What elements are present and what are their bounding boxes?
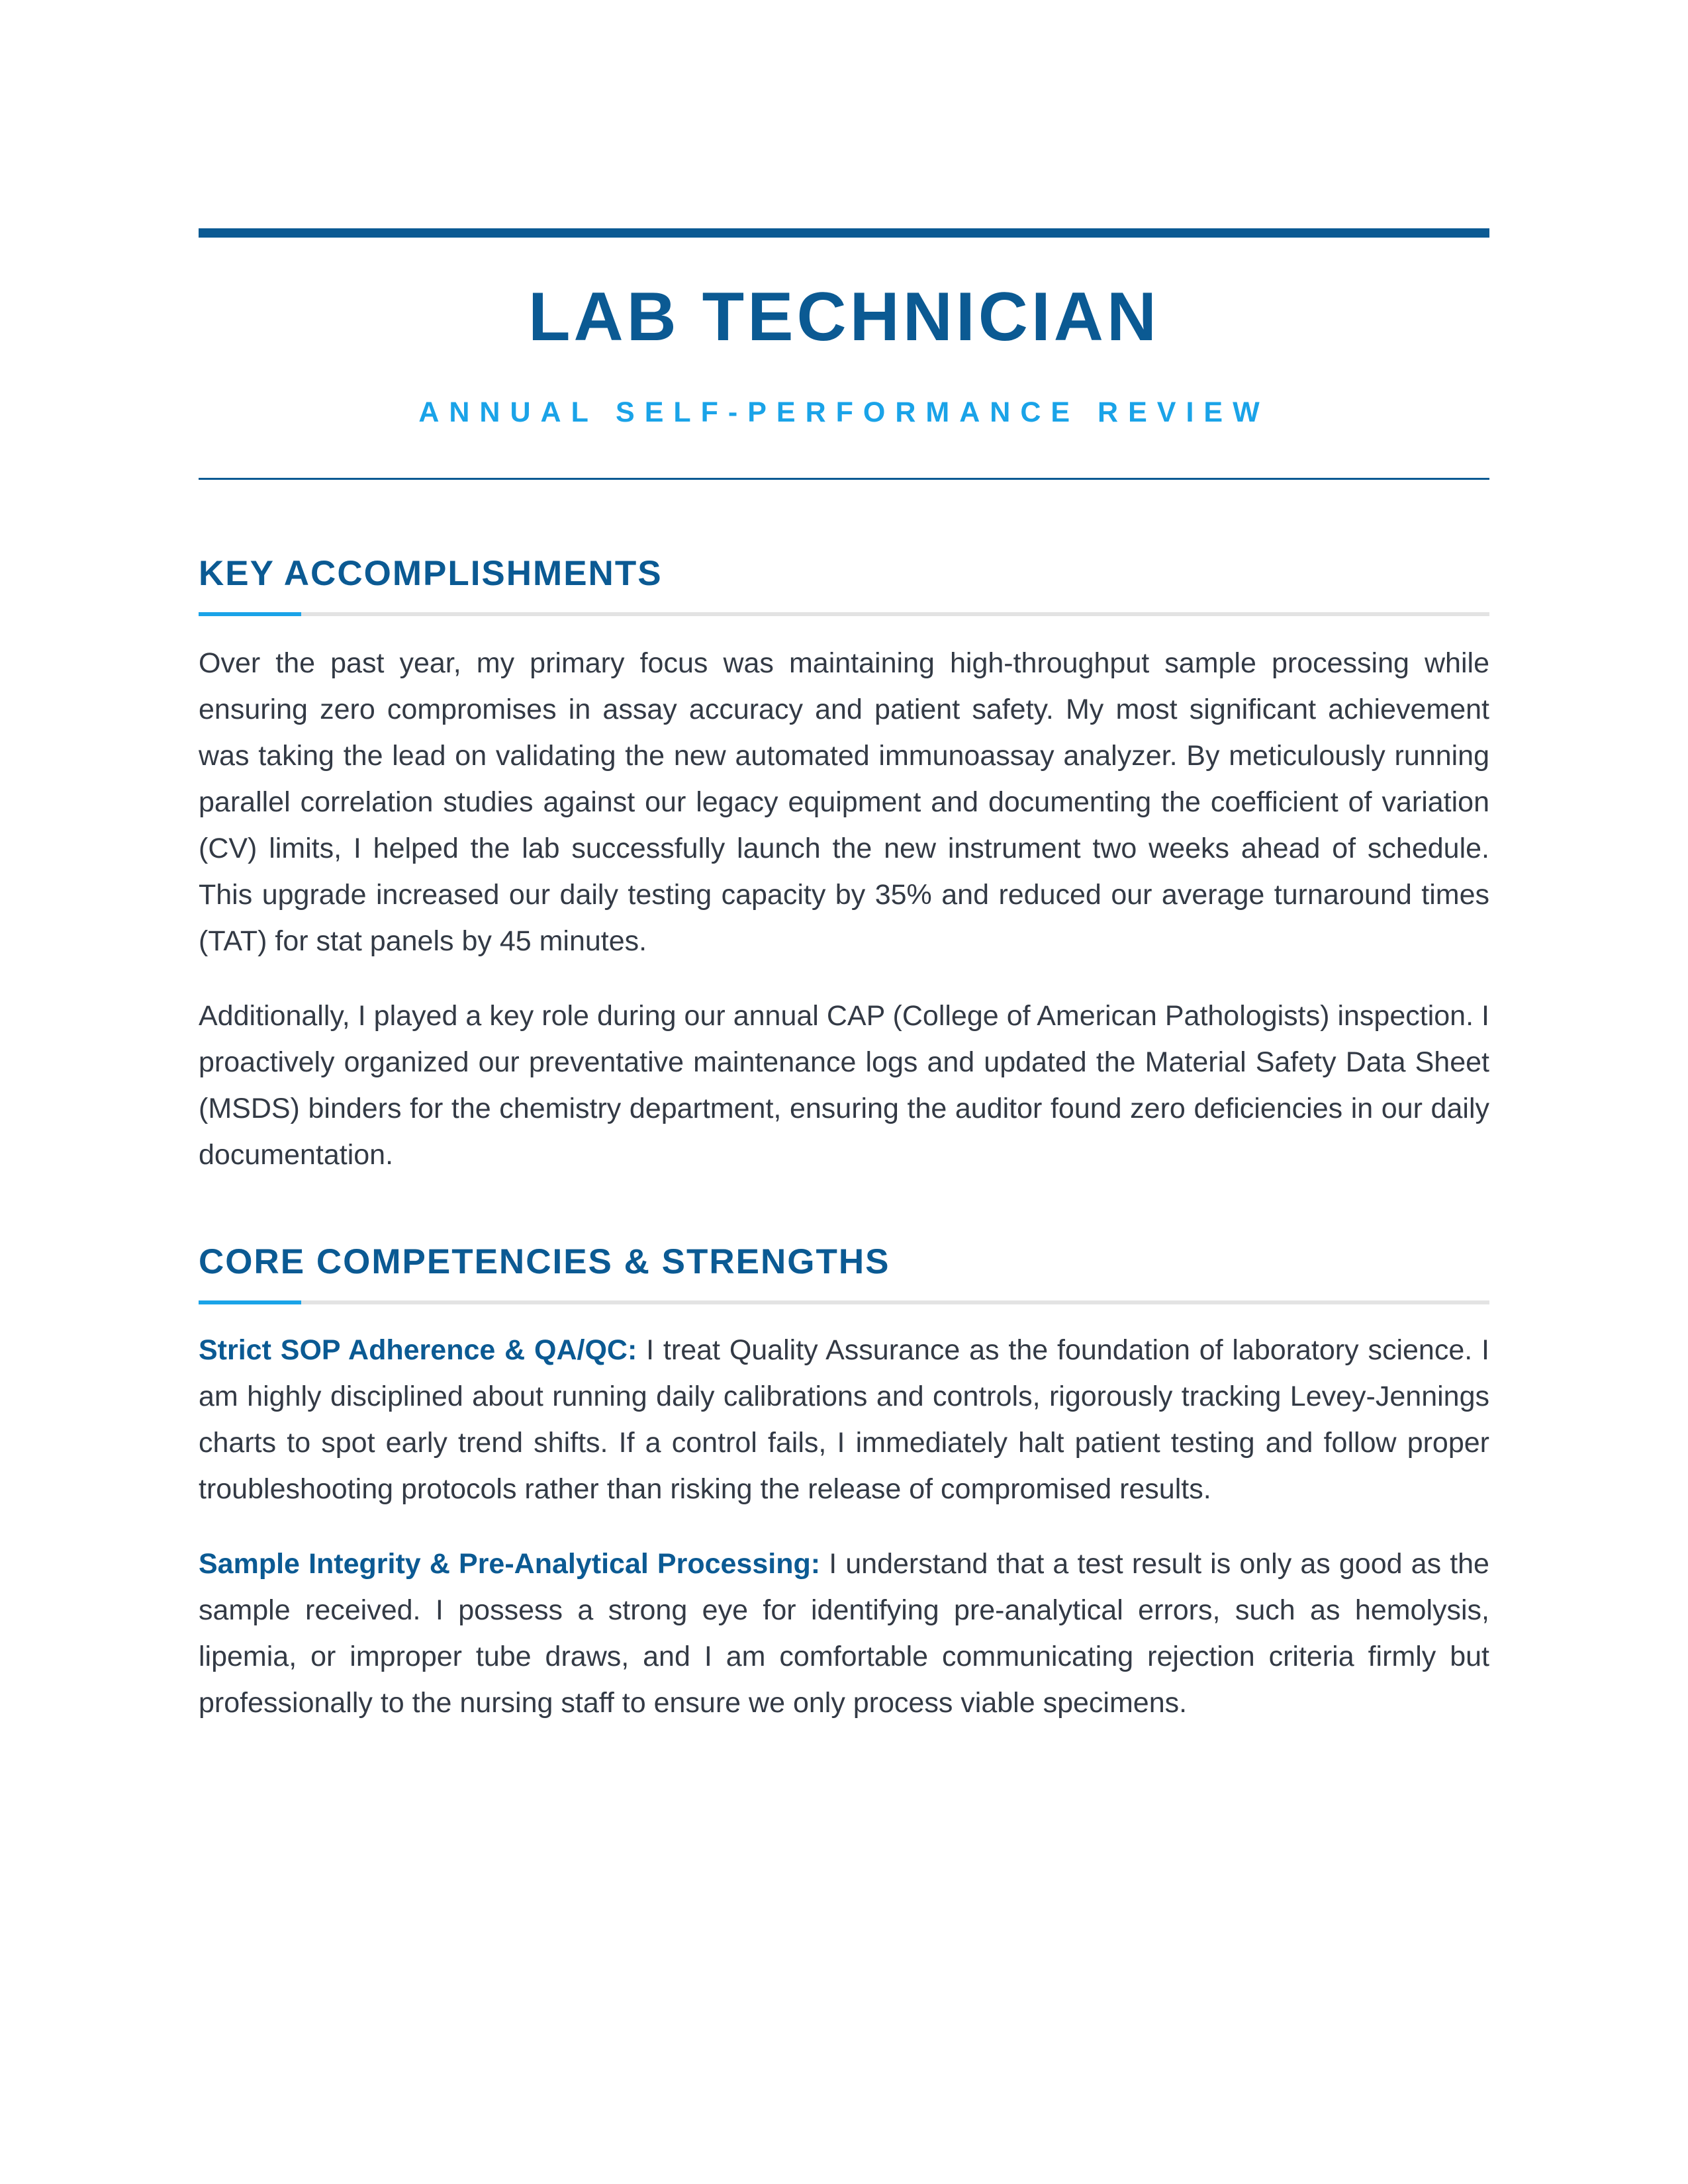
section-heading: CORE COMPETENCIES & STRENGTHS [199, 1242, 890, 1281]
document-title: LAB TECHNICIAN [528, 279, 1160, 355]
competency-text: I treat Quality Assurance as the foundation of laboratory science. I am highly disciplined about running daily calibrations and controls, rigorously tracking Levey-Jennings charts to spot early trend shifts. If a control fails, I immediately halt patient testing and follow proper troubleshooting protocols rather than risking the release of compromised results. [199, 1334, 1489, 1505]
top-divider [199, 228, 1489, 238]
section-heading: KEY ACCOMPLISHMENTS [199, 554, 663, 593]
section-divider-accent [199, 612, 301, 616]
competency-item [199, 1541, 1489, 1726]
competency-item [199, 1327, 1489, 1512]
competency-title: Sample Integrity & Pre-Analytical Processing: [199, 1547, 821, 1580]
competency-title: Strict SOP Adherence & QA/QC: [199, 1334, 637, 1366]
section-divider [199, 1300, 1489, 1304]
section-divider-accent [199, 1300, 301, 1304]
section-core-competencies [199, 1241, 1489, 1726]
paragraph: Additionally, I played a key role during our annual CAP (College of American Pathologists) inspection. I proactively organized our preventative maintenance logs and updated the Material Safety Data Sheet (MSDS) binders for the chemistry department, ensuring the auditor found zero deficiencies in our daily documentation. [199, 999, 1489, 1171]
header-divider [199, 478, 1489, 480]
paragraph: Over the past year, my primary focus was maintaining high-throughput sample processing while ensuring zero compromises in assay accuracy and patient safety. My most significant achievement was taking the lead on validating the new automated immunoassay analyzer. By meticulously running parallel correlation studies against our legacy equipment and documenting the coefficient of variation (CV) limits, I helped the lab successfully launch the new instrument two weeks ahead of schedule. This upgrade increased our daily testing capacity by 35% and reduced our average turnaround times (TAT) for stat panels by 45 minutes. [199, 647, 1489, 957]
section-key-accomplishments [199, 553, 1489, 1178]
section-divider [199, 612, 1489, 616]
document-subtitle: ANNUAL SELF-PERFORMANCE REVIEW [418, 396, 1270, 428]
competency-text: I understand that a test result is only as good as the sample received. I possess a strong eye for identifying pre-analytical errors, such as hemolysis, lipemia, or improper tube draws, and I am comfortable communicating rejection criteria firmly but professionally to the nursing staff to ensure we only process viable specimens. [199, 1547, 1489, 1719]
